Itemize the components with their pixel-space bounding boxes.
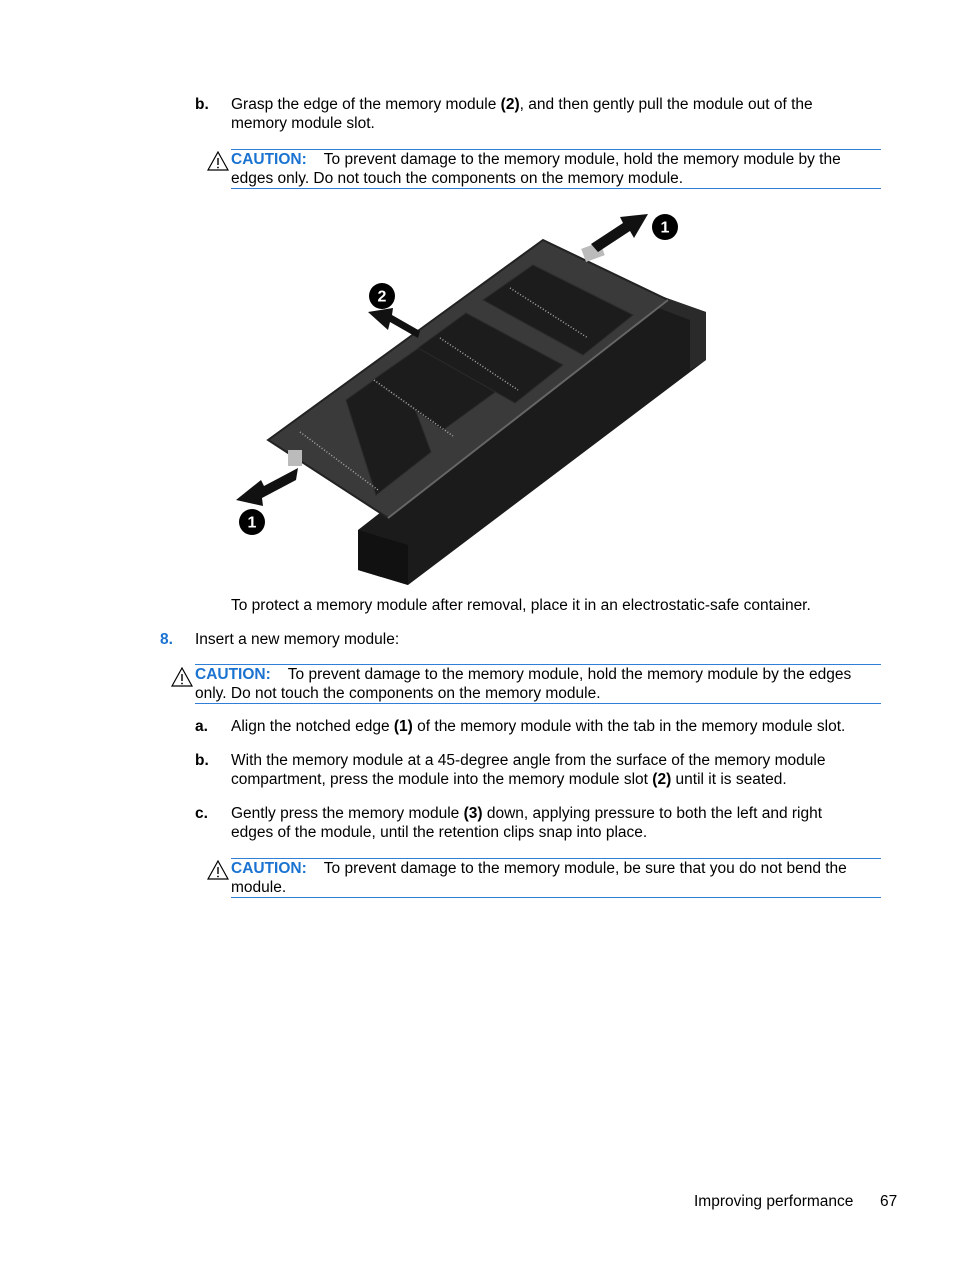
step-text-line1: With the memory module at a 45-degree angle from the surface of the memory module [231,752,826,769]
step-bold-ref: (2) [652,771,672,788]
step-text-part: of the memory module with the tab in the memory module slot. [412,718,846,735]
caution-note [207,858,881,900]
caution-text-line1: To prevent damage to the memory module, hold the memory module by the [323,151,841,168]
callout-2 [369,283,395,309]
step-text [231,751,891,789]
page-footer [694,1192,914,1211]
caution-label: CAUTION: [231,860,307,877]
step-bold-ref: (3) [463,805,483,822]
footer-section-title: Improving performance [694,1193,854,1210]
caution-box [231,149,881,189]
step-text [231,804,891,842]
arrow-1-top [591,214,648,252]
arrow-1-bottom [236,468,298,506]
caution-text-line1: To prevent damage to the memory module, be sure that you do not bend the [323,860,847,877]
caution-label: CAUTION: [231,151,307,168]
caution-text-line2: module. [231,879,287,896]
step-letter: b. [195,96,209,113]
step-text-line2: edges of the module, until the retention clips snap into place. [231,824,648,841]
svg-text:1: 1 [660,219,670,237]
caution-note [207,149,881,189]
svg-text:1: 1 [247,514,257,532]
warning-triangle-icon [207,860,229,880]
caution-box [231,858,881,898]
caution-text-line2: only. Do not touch the components on the memory module. [195,685,601,702]
warning-triangle-icon [171,667,193,687]
memory-module-figure [228,200,718,590]
step-text-part: Gently press the memory module [231,805,464,822]
step-text [231,717,891,736]
step-text-part: , and then gently pull the module out of the [519,96,813,113]
step-text-line2: memory module slot. [231,115,375,132]
step-text-part: compartment, press the module into the memory module slot [231,771,653,788]
caution-text-line1: To prevent damage to the memory module, hold the memory module by the edges [287,666,852,683]
callout-1-bottom [239,509,265,535]
step-text-part: Align the notched edge [231,718,394,735]
step-text-part: until it is seated. [671,771,787,788]
step-text-part: down, applying pressure to both the left and right [482,805,823,822]
step-letter: c. [195,805,208,822]
warning-triangle-icon [207,151,229,171]
caution-label: CAUTION: [195,666,271,683]
caution-text-line2: edges only. Do not touch the components on the memory module. [231,170,684,187]
step-number: 8. [160,631,173,648]
step-bold-ref: (1) [393,718,413,735]
step-letter: b. [195,752,209,769]
callout-1-top [652,214,678,240]
page-number: 67 [880,1193,898,1210]
step-8-text: Insert a new memory module: [195,631,400,648]
step-text [231,95,871,133]
caution-box [195,664,881,704]
step-text-part: Grasp the edge of the memory module [231,96,501,113]
svg-text:2: 2 [377,288,387,306]
step-letter: a. [195,718,208,735]
step-bold-ref: (2) [500,96,520,113]
arrow-2-left [368,308,420,338]
caution-note [171,664,881,706]
protect-text: To protect a memory module after removal, place it in an electrostatic-safe container. [231,597,811,614]
